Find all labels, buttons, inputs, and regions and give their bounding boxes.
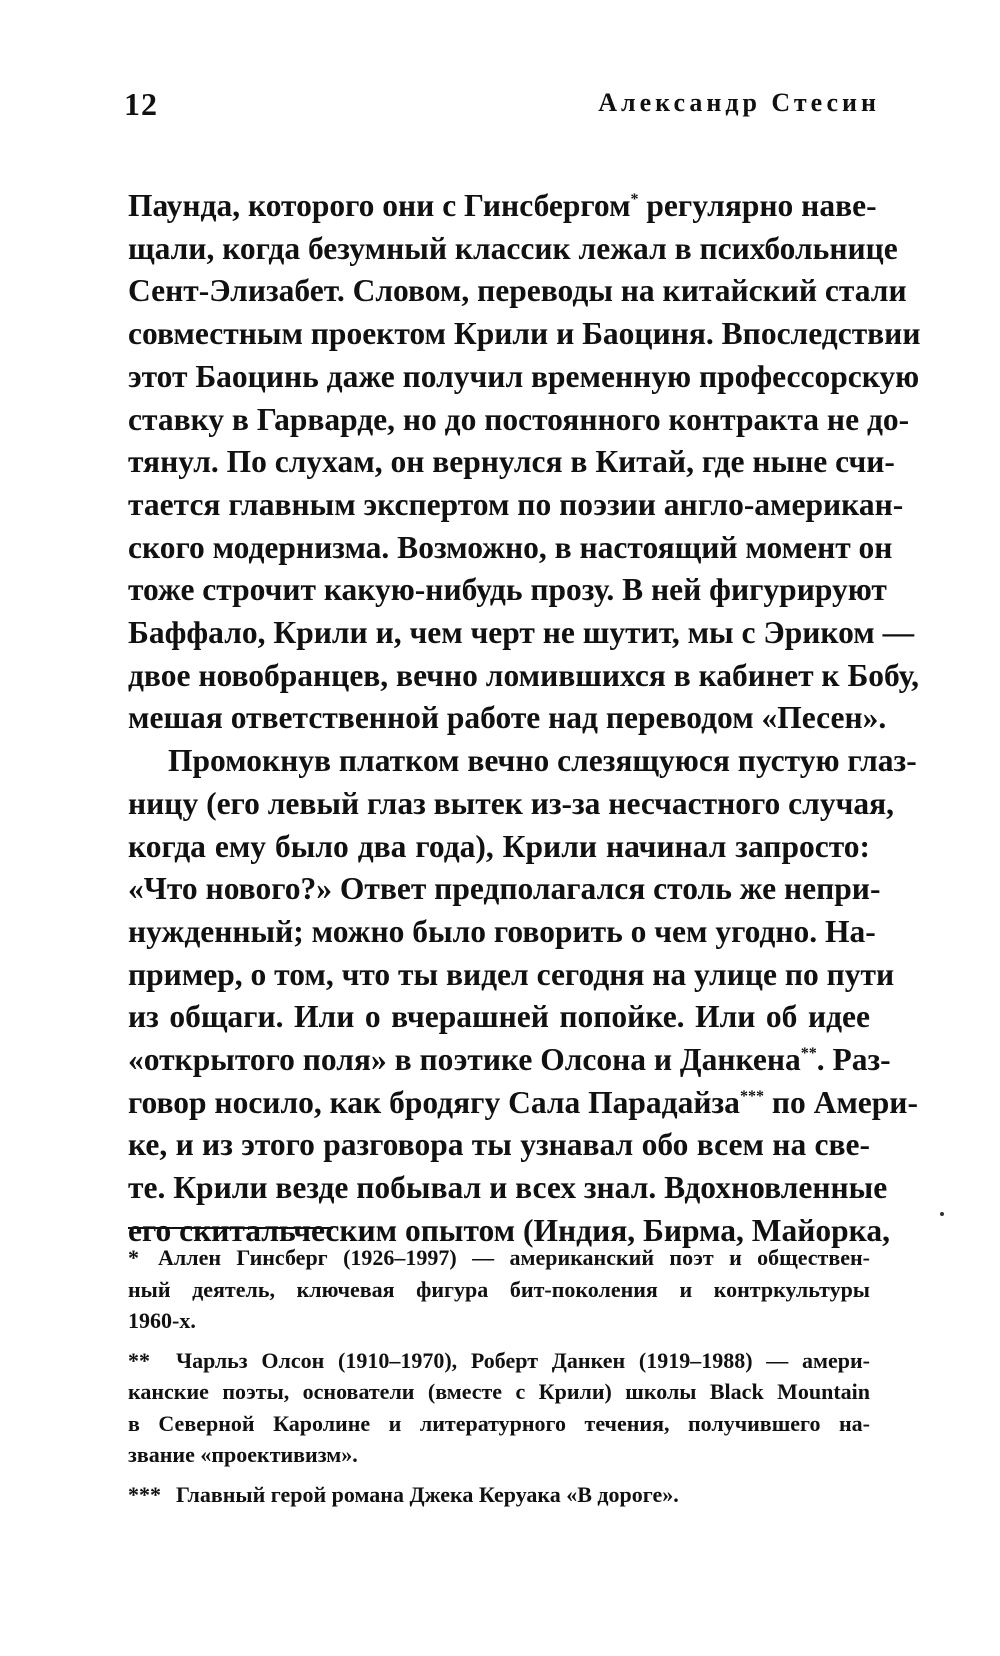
page-number: 12 bbox=[124, 86, 158, 122]
footnote-line: *** Главный герой романа Джека Керуака «В дороге». bbox=[128, 1479, 870, 1511]
footnote-marker: *** bbox=[128, 1481, 161, 1507]
text-line: Паунда, которого они с Гинсбергом* регулярно наве- bbox=[128, 188, 877, 223]
text-line: тается главным экспертом по поэзии англо-американ- bbox=[128, 486, 904, 522]
text-line: из общаги. Или о вчерашней попойке. Или об идее bbox=[128, 999, 870, 1035]
text-line: нужденный; можно было говорить о чем угодно. На- bbox=[128, 913, 876, 949]
text-line: его скитальческим опытом (Индия, Бирма, Майорка, bbox=[128, 1212, 890, 1248]
text-line: щали, когда безумный классик лежал в психбольнице bbox=[128, 230, 898, 266]
text-line: говор носило, как бродягу Сала Парадайза*** по Амери- bbox=[128, 1084, 918, 1120]
text-line: тянул. По слухам, он вернулся в Китай, где ныне счи- bbox=[128, 444, 895, 480]
footnote-line: ** Чарльз Олсон (1910–1970), Роберт Данкен (1919–1988) — амери- bbox=[128, 1345, 870, 1377]
text-line: ке, и из этого разговора ты узнавал обо всем на све- bbox=[128, 1127, 870, 1163]
text-line: ставку в Гарварде, но до постоянного контракта не до- bbox=[128, 401, 910, 437]
running-head-author: Александр Стесин bbox=[598, 88, 880, 117]
footnote-line: ный деятель, ключевая фигура бит-поколения и контркультуры bbox=[128, 1276, 870, 1302]
text-line: ницу (его левый глаз вытек из-за несчастного случая, bbox=[128, 785, 895, 821]
text-line: Сент-Элизабет. Словом, переводы на китайский стали bbox=[128, 273, 907, 309]
footnote-line: звание «проективизм». bbox=[128, 1442, 358, 1467]
footnote bbox=[128, 1242, 870, 1337]
text-line: тоже строчит какую-нибудь прозу. В ней фигурируют bbox=[128, 572, 887, 608]
footnote-line: 1960-х. bbox=[128, 1308, 196, 1333]
footnote-line: канские поэты, основатели (вместе с Крили) школы Black Mountain bbox=[128, 1379, 870, 1404]
footnote-separator bbox=[128, 1227, 333, 1229]
text-line: «Что нового?» Ответ предполагался столь же непри- bbox=[128, 871, 881, 907]
text-line: те. Крили везде побывал и всех знал. Вдохновленные bbox=[128, 1170, 888, 1206]
text-line: «открытого поля» в поэтике Олсона и Данкена**. Раз- bbox=[128, 1042, 891, 1078]
footnote-ref: *** bbox=[739, 1087, 764, 1105]
footnotes bbox=[128, 1242, 870, 1510]
footnote-line: в Северной Каролине и литературного течения, получившего на- bbox=[128, 1410, 870, 1436]
footnote-line: * Аллен Гинсберг (1926–1997) — американский поэт и обществен- bbox=[128, 1242, 870, 1274]
footnote-marker: ** bbox=[128, 1347, 150, 1373]
text-line: мешая ответственной работе над переводом «Песен». bbox=[128, 700, 887, 736]
footnote-ref: ** bbox=[800, 1045, 817, 1063]
text-line: пример, о том, что ты видел сегодня на улице по пути bbox=[128, 956, 895, 992]
text-line: двое новобранцев, вечно ломившихся в кабинет к Бобу, bbox=[128, 657, 920, 693]
footnote-ref: * bbox=[630, 191, 639, 208]
text-line: Промокнув платком вечно слезящуюся пустую глаз- bbox=[168, 743, 917, 779]
text-line: когда ему было два года), Крили начинал запросто: bbox=[128, 828, 870, 864]
text-line: этот Баоцинь даже получил временную профессорскую bbox=[128, 358, 920, 394]
text-line: совместным проектом Крили и Баоциня. Впоследствии bbox=[128, 316, 921, 352]
text-line: Баффало, Крили и, чем черт не шутит, мы с Эриком — bbox=[128, 615, 915, 651]
main-text bbox=[128, 185, 921, 1253]
text-line: ского модернизма. Возможно, в настоящий момент он bbox=[128, 529, 893, 565]
footnote bbox=[128, 1479, 870, 1511]
scan-speck bbox=[940, 1212, 944, 1216]
footnote-marker: * bbox=[128, 1245, 139, 1270]
footnote bbox=[128, 1345, 870, 1471]
